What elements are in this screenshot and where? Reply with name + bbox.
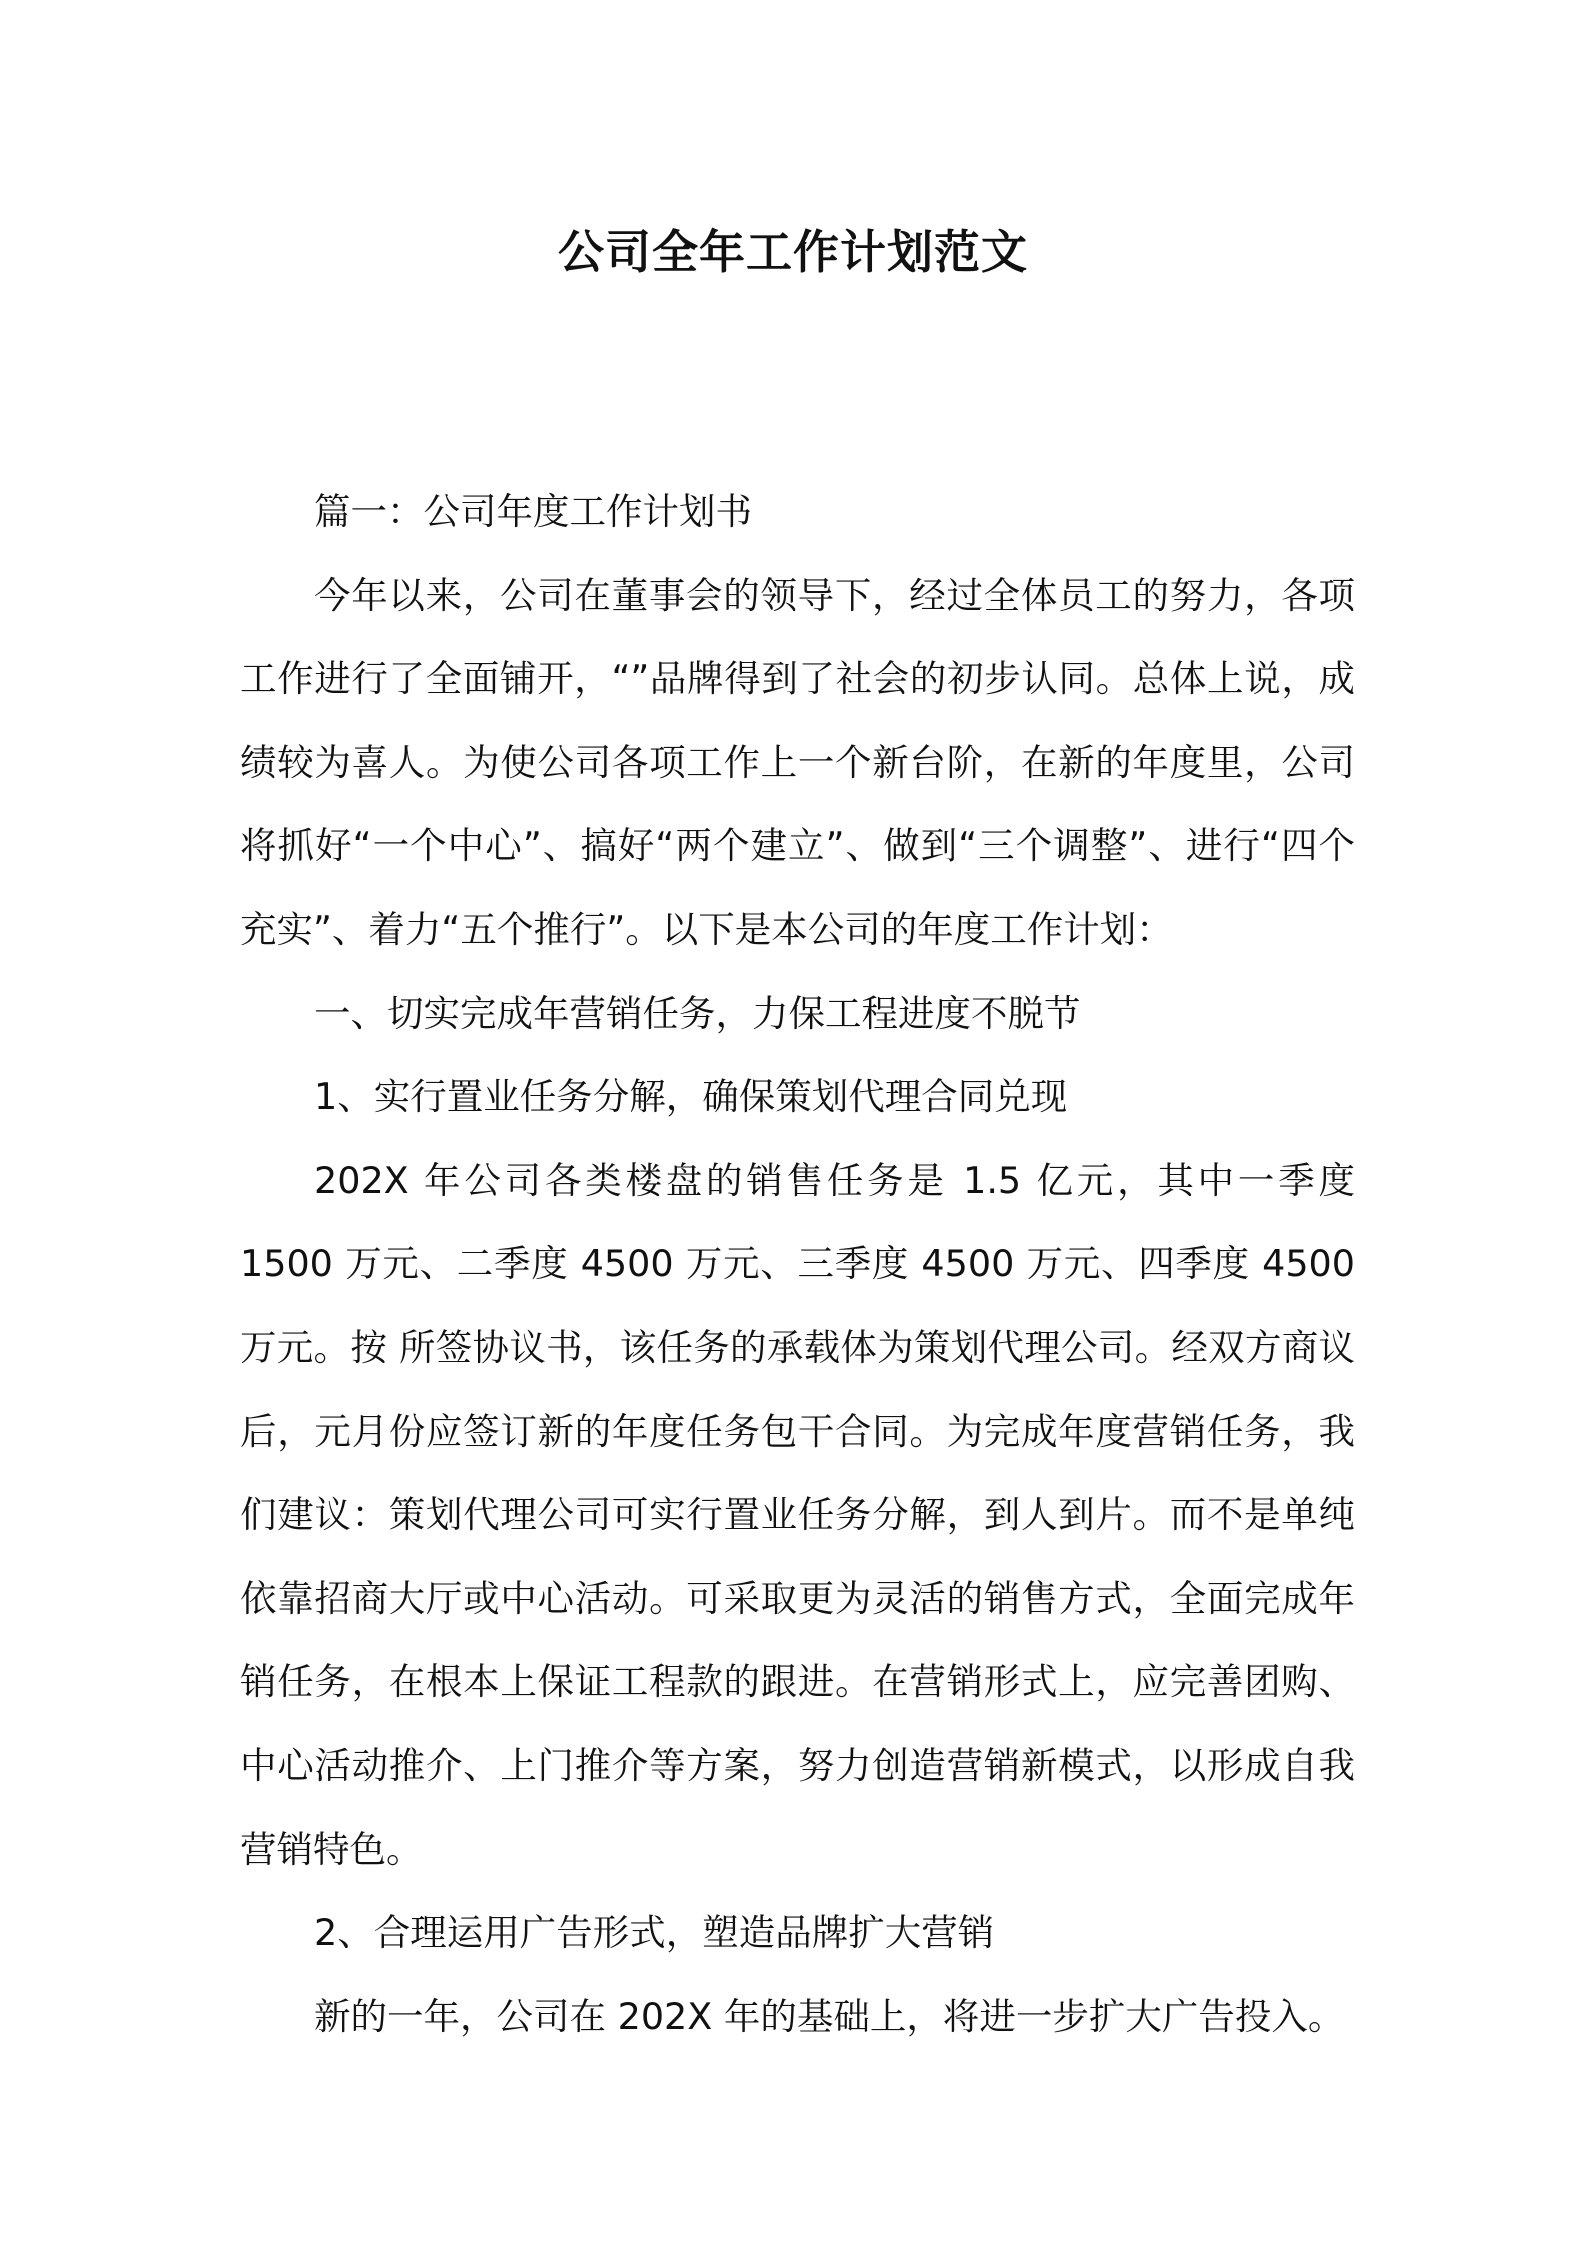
- document-body: [240, 470, 1355, 2058]
- document-title: 公司全年工作计划范文: [558, 225, 1028, 279]
- sales-task-paragraph: 202X 年公司各类楼盘的销售任务是 1.5 亿元，其中一季度 1500 万元、二季度 4500 万元、三季度 4500 万元、四季度 4500 万元。按 所签协议书，该任务的承载体为策划代理公司。经双方商议后，元月份应签订新的年度任务包干合同。为完成年度营销任务，我们建议：策划代理公司可实行置业任务分解，到人到片。而不是单纯依靠招商大厅或中心活动。可采取更为灵活的销售方式，全面完成年销任务，在根本上保证工程款的跟进。在营销形式上，应完善团购、中心活动推介、上门推介等方案，努力创造营销新模式，以形成自我营销特色。: [240, 1158, 1355, 1871]
- intro-paragraph: 今年以来，公司在董事会的领导下，经过全体员工的努力，各项工作进行了全面铺开，“”品牌得到了社会的初步认同。总体上说，成绩较为喜人。为使公司各项工作上一个新台阶，在新的年度里，公司将抓好“一个中心”、搞好“两个建立”、做到“三个调整”、进行“四个充实”、着力“五个推行”。以下是本公司的年度工作计划：: [240, 573, 1355, 951]
- subsection-heading-2: 2、合理运用广告形式，塑造品牌扩大营销: [314, 1911, 995, 1955]
- subsection-heading-1: 1、实行置业任务分解，确保策划代理合同兑现: [314, 1075, 1068, 1119]
- advertising-paragraph: 新的一年，公司在 202X 年的基础上，将进一步扩大广告投入。: [314, 1994, 1345, 2038]
- section-heading-one: 一、切实完成年营销任务，力保工程进度不脱节: [314, 991, 1081, 1035]
- section-heading-part-one: 篇一：公司年度工作计划书: [314, 490, 752, 533]
